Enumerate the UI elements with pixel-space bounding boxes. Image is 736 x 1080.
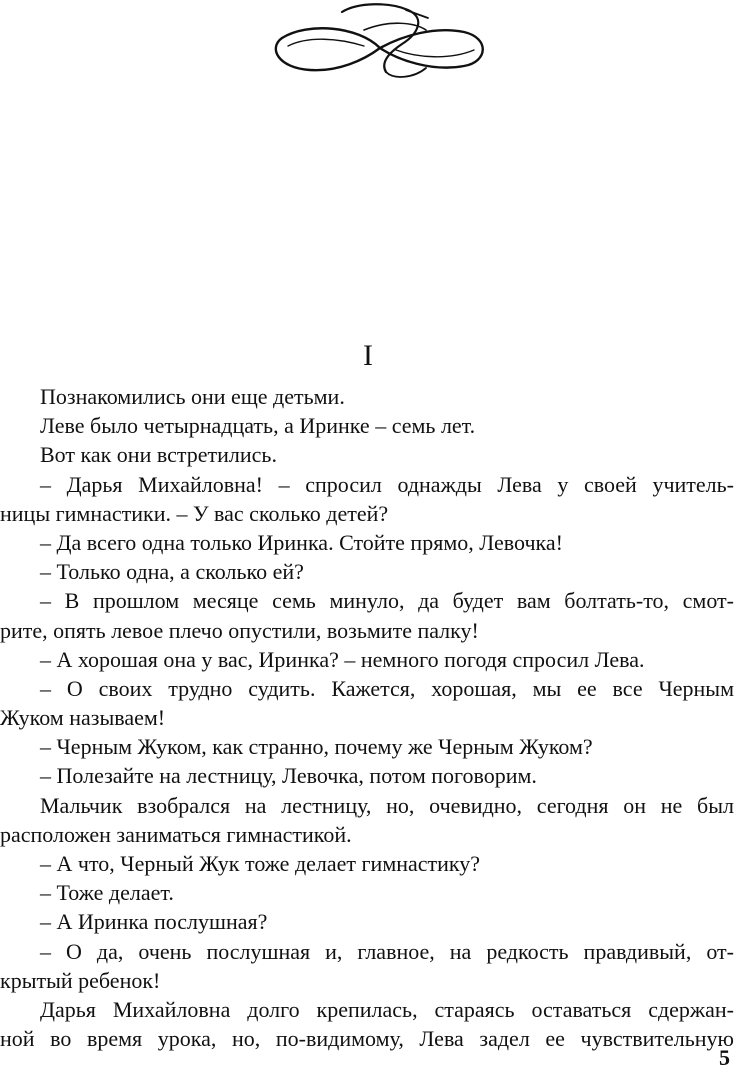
text-line: рите, опять левое плечо опустили, возьмите палку! — [0, 617, 479, 643]
text-line: – Полезайте на лестницу, Левочка, потом поговорим. — [40, 763, 537, 789]
text-line: крытый ребенок! — [0, 967, 161, 993]
text-line: – Да всего одна только Иринка. Стойте прямо, Левочка! — [40, 529, 563, 555]
decorative-flourish-icon — [268, 0, 492, 86]
text-line: – А что, Черный Жук тоже делает гимнастику? — [40, 851, 481, 876]
text-line: – О своих трудно судить. Кажется, хорошая, мы ее все Черным — [40, 675, 734, 701]
text-line: расположен заниматься гимнастикой. — [0, 821, 352, 847]
text-line: – О да, очень послушная и, главное, на редкость правдивый, от- — [40, 938, 734, 964]
text-line: – Черным Жуком, как странно, почему же Черным Жуком? — [40, 734, 593, 760]
chapter-number: I — [363, 339, 373, 372]
text-line: ницы гимнастики. – У вас сколько детей? — [0, 500, 389, 526]
text-line: Познакомились они еще детьми. — [40, 384, 345, 409]
text-line: Дарья Михайловна долго крепилась, стараясь оставаться сдержан- — [40, 996, 734, 1022]
text-line: Жуком называем! — [0, 705, 166, 731]
text-line: – А хорошая она у вас, Иринка? – немного погодя спросил Лева. — [40, 646, 645, 672]
text-line: Мальчик взобрался на лестницу, но, очевидно, сегодня он не был — [40, 792, 734, 818]
text-line: – Только одна, а сколько ей? — [40, 559, 304, 585]
body-text — [0, 382, 734, 1053]
text-line: Леве было четырнадцать, а Иринке – семь лет. — [40, 413, 476, 439]
text-line: – А Иринка послушная? — [40, 909, 268, 935]
text-line: – Тоже делает. — [40, 880, 174, 906]
text-line: – Дарья Михайловна! – спросил однажды Лева у своей учитель- — [40, 471, 734, 497]
page-number: 5 — [719, 1045, 730, 1070]
text-line: Вот как они встретились. — [40, 442, 277, 468]
text-line: ной во время урока, но, по-видимому, Лева задел ее чувствительную — [0, 1026, 734, 1052]
text-line: – В прошлом месяце семь минуло, да будет вам болтать-то, смот- — [40, 588, 734, 614]
